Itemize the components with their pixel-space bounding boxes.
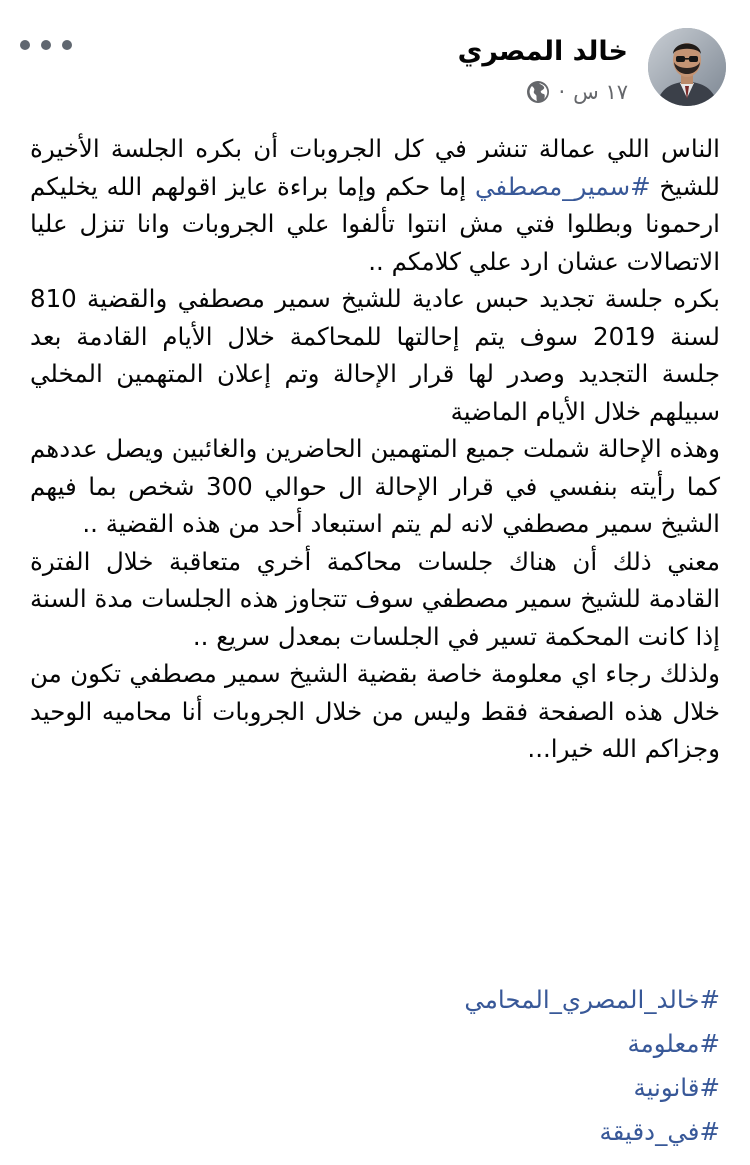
hashtag-link[interactable]: #معلومة — [627, 1029, 720, 1058]
hashtag-link[interactable]: #قانونية — [633, 1073, 720, 1102]
post-header — [20, 28, 726, 112]
author-name[interactable]: خالد المصري — [457, 36, 628, 67]
avatar-photo-icon — [648, 28, 726, 106]
post-time[interactable]: ١٧ س — [573, 80, 628, 104]
paragraph-text: الناس اللي عمالة تنشر في كل الجروبات أن بكره الجلسة الأخيرة للشيخ — [30, 134, 720, 201]
more-dot — [41, 40, 51, 50]
paragraph-text: إما حكم وإما براءة عايز اقولهم الله يخليكم ارحمونا وبطلوا فتي مش انتوا تألفوا علي الجروبات وانا تنزل عليا الاتصالات عشان ارد علي كلامكم .. — [30, 171, 720, 276]
meta-separator: · — [558, 80, 566, 104]
post-meta — [458, 80, 628, 104]
inline-hashtag[interactable]: #سمير_مصطفي — [474, 171, 651, 201]
post-paragraph-5: ولذلك رجاء اي معلومة خاصة بقضية الشيخ سمير مصطفي تكون من خلال هذه الصفحة فقط وليس من خلال الجروبات أنا محاميه الوحيد وجزاكم الله خيرا... — [30, 659, 720, 763]
author-info — [458, 34, 628, 104]
more-dot — [20, 40, 30, 50]
more-dot — [62, 40, 72, 50]
post-paragraph-2: بكره جلسة تجديد حبس عادية للشيخ سمير مصطفي والقضية 810 لسنة 2019 سوف يتم إحالتها للمحاكمة خلال الأيام القادمة بعد جلسة التجديد وصدر لها قرار الإحالة وتم إعلان المتهمين المخلي سبيلهم خلال الأيام الماضية — [30, 284, 720, 426]
post-paragraph-3: وهذه الإحالة شملت جميع المتهمين الحاضرين والغائبين ويصل عددهم كما رأيته بنفسي في قرار الإحالة ال حوالي 300 شخص بما فيهم الشيخ سمير مصطفي لانه لم يتم استبعاد أحد من هذه القضية .. — [30, 434, 720, 538]
hashtag-list — [30, 978, 720, 1154]
author-avatar[interactable] — [648, 28, 726, 106]
post-paragraph-4: معني ذلك أن هناك جلسات محاكمة أخري متعاقبة خلال الفترة القادمة للشيخ سمير مصطفي سوف تتجاوز هذه الجلسات مدة السنة إذا كانت المحكمة تسير في الجلسات بمعدل سريع .. — [30, 546, 720, 651]
hashtag-link[interactable]: #في_دقيقة — [599, 1117, 720, 1146]
more-options-icon[interactable] — [20, 30, 72, 60]
post-paragraph-1 — [30, 130, 720, 280]
globe-icon[interactable] — [526, 80, 550, 104]
post-body — [30, 130, 720, 768]
hashtag-link[interactable]: #خالد_المصري_المحامي — [464, 985, 720, 1014]
